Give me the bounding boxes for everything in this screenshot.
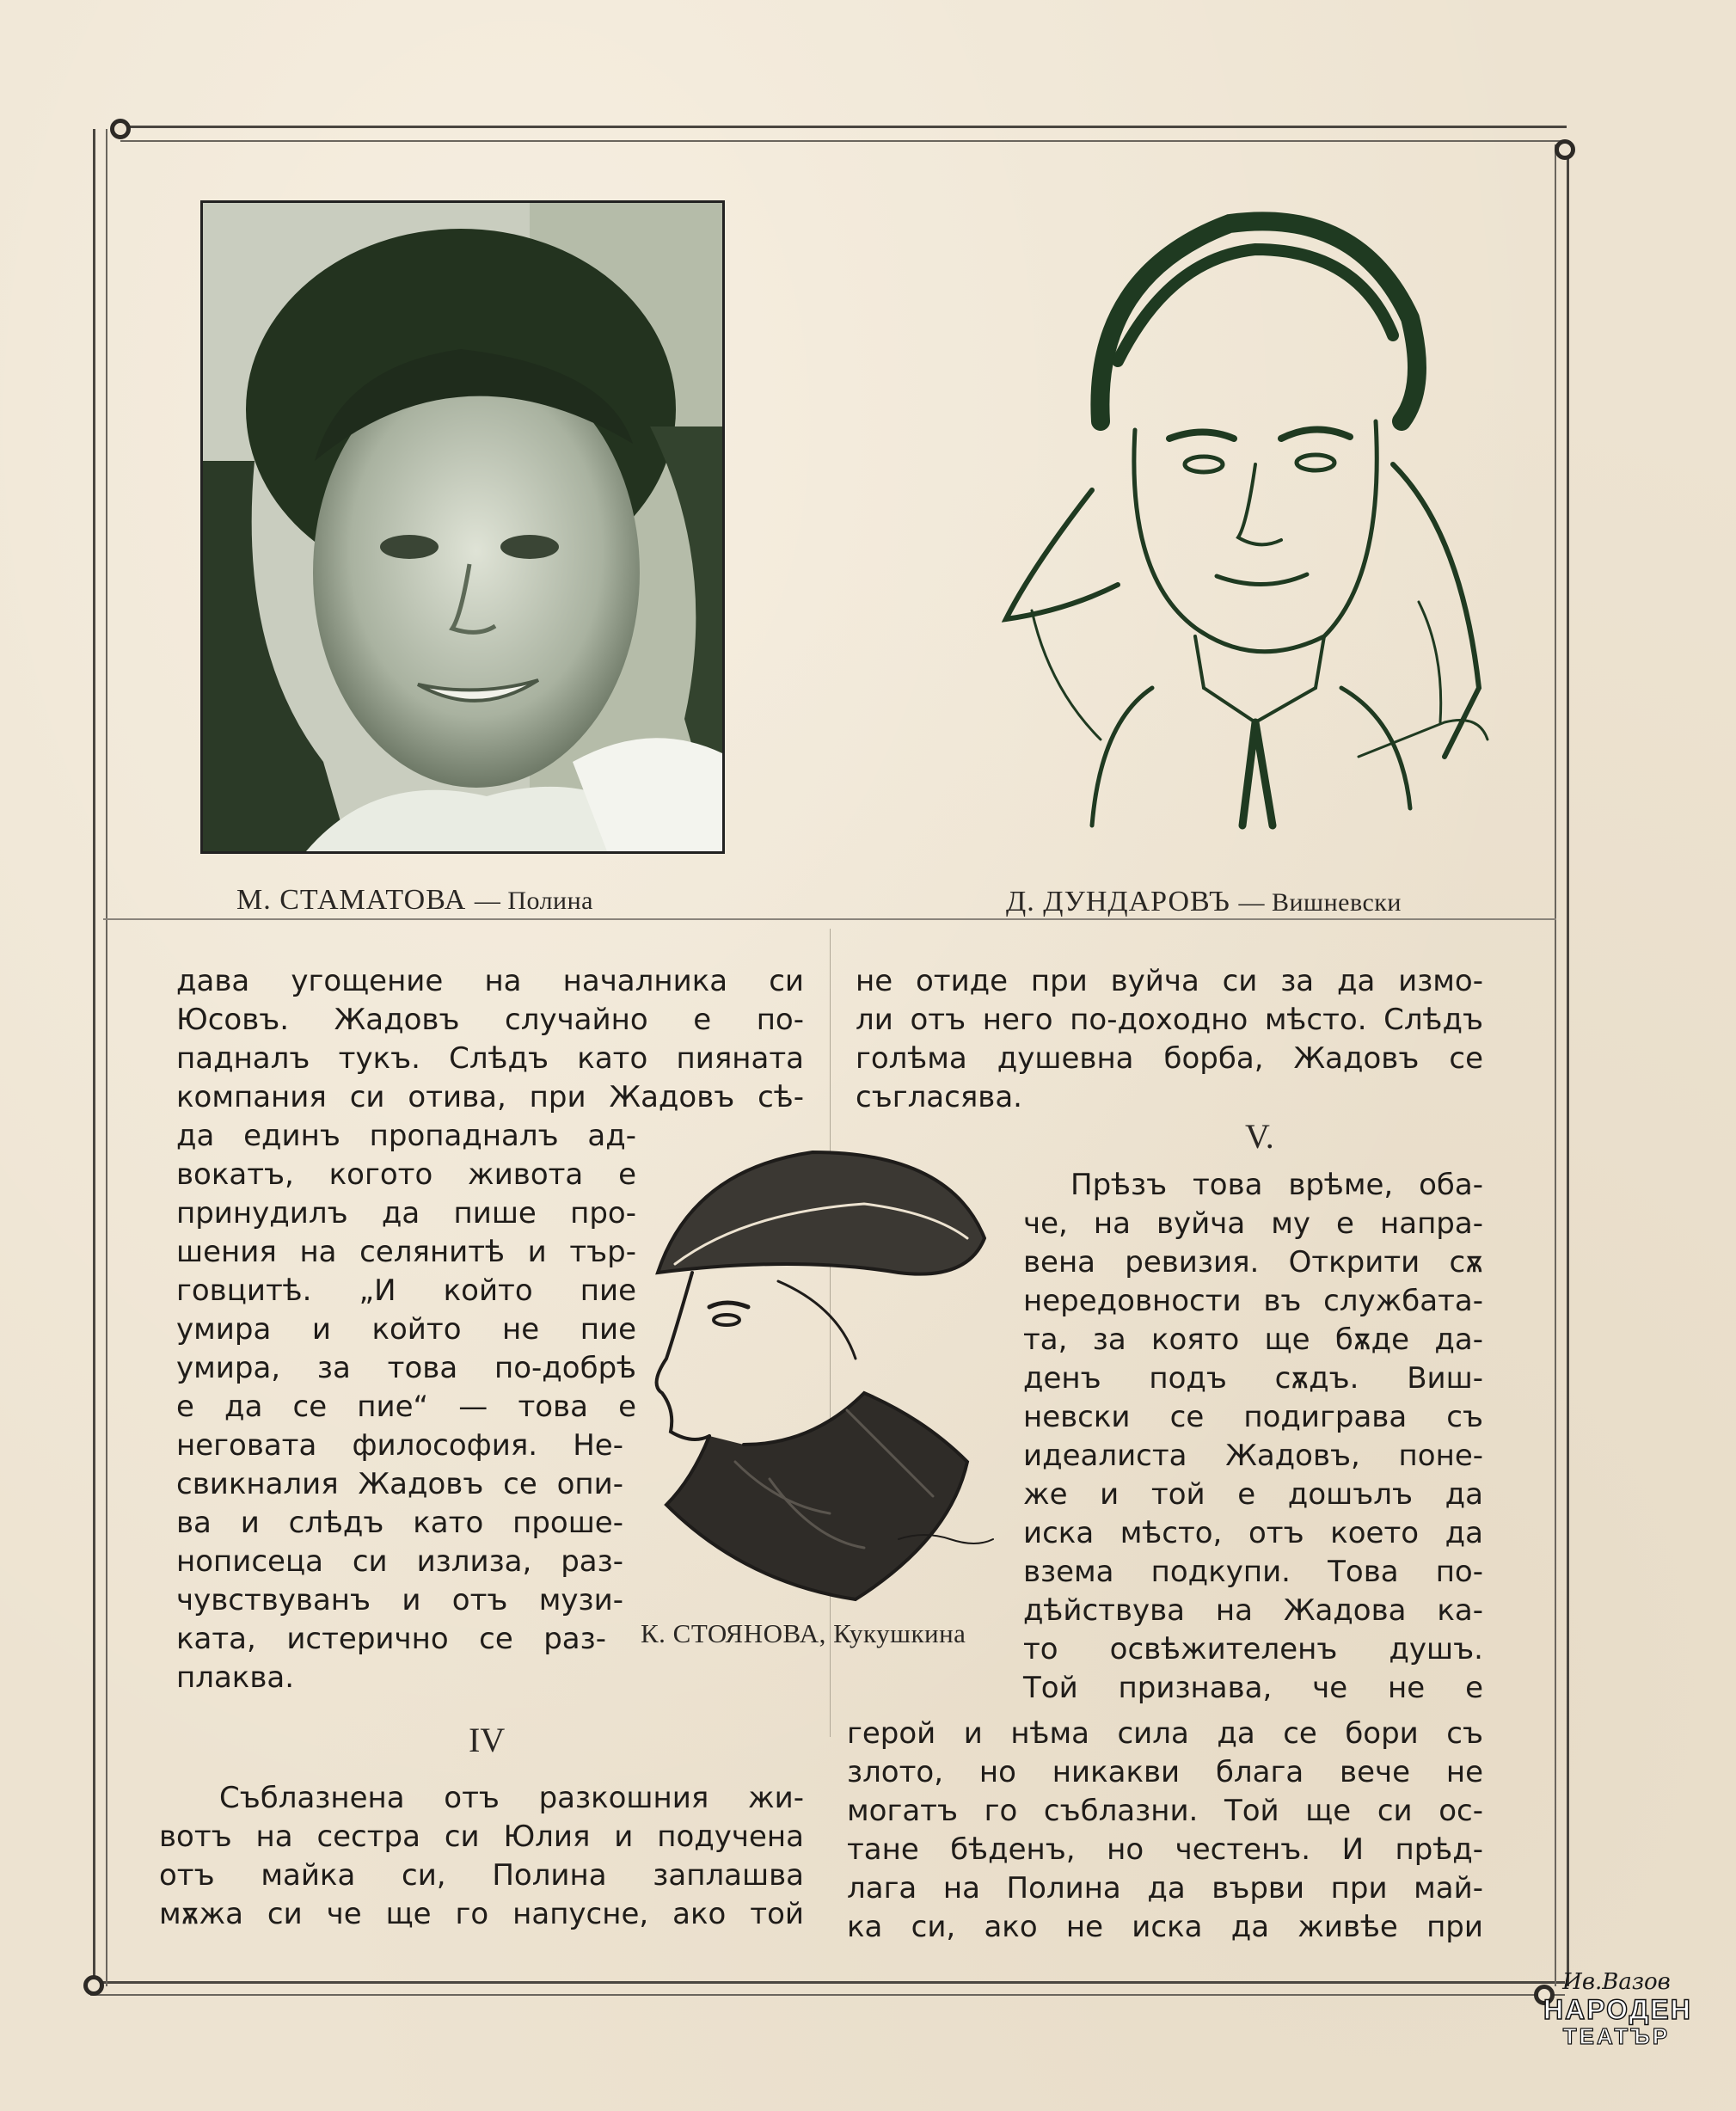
dundarov-sketch [997,206,1496,868]
text-line: чувствуванъ и отъ музи- [176,1583,623,1617]
text-line: лага на Полина да върви при май- [847,1871,1483,1905]
caption-role: — Полина [474,887,593,915]
text-line: ката, истерично се раз- [176,1622,606,1656]
stamatova-caption [236,884,593,917]
stamatova-photo [200,200,725,854]
text-line: умира, за това по-добрѣ [176,1351,636,1385]
text-line: Той признава, че не е [1023,1671,1483,1705]
stoyanova-sketch [641,1135,1019,1617]
stoyanova-caption: К. СТОЯНОВА, Кукушкина [641,1618,966,1648]
text-line: могатъ го съблазни. Той ще си ос- [847,1794,1483,1828]
text-line: идеалиста Жадовъ, поне- [1023,1439,1483,1473]
text-line: че, на вуйча му е напра- [1023,1206,1483,1241]
text-line: голѣма душевна борба, Жадовъ се [856,1041,1483,1076]
text-line: денъ подъ сѫдъ. Виш- [1023,1361,1483,1396]
caption-role: — Вишневски [1238,888,1402,917]
text-line: Съблазнена отъ разкошния жи- [219,1781,804,1815]
text-line: съгласява. [856,1080,1022,1114]
text-line: та, за която ще бѫде да- [1023,1322,1483,1357]
section-heading-v: V. [1245,1117,1274,1156]
text-line: отъ майка си, Полина заплашва [159,1858,804,1893]
text-line: герой и нѣма сила да се бори съ [847,1716,1483,1751]
frame-border-left [93,129,107,1986]
text-line: тане бѣденъ, но честенъ. И прѣд- [847,1832,1483,1867]
text-line: злото, но никакви блага вече не [847,1755,1483,1789]
text-line: да единъ пропадналъ ад- [176,1119,636,1153]
section-heading-iv: IV [469,1721,506,1759]
text-line: то освѣжителенъ душъ. [1023,1632,1483,1666]
text-line: Юсовъ. Жадовъ случайно е по- [176,1003,804,1037]
text-line: плаква. [176,1660,295,1695]
text-line: ва и слѣдъ като проше- [176,1506,623,1540]
logo-line1: НАРОДЕН [1543,1994,1692,2025]
caption-name: М. СТАМАТОВА [236,884,467,916]
logo-signature: Ив.Вазов [1562,1969,1671,1995]
text-line: взема подкупи. Това по- [1023,1555,1483,1589]
frame-border-top [120,126,1567,142]
frame-border-bottom [90,1981,1565,1996]
text-line: вотъ на сестра си Юлия и подучена [159,1820,804,1854]
text-line: дава угощение на началника си [176,964,804,998]
text-line: говцитѣ. „И който пие [176,1273,636,1308]
caption-name: Д. ДУНДАРОВЪ [1006,886,1230,917]
text-line: не отиде при вуйча си за да измо- [856,964,1483,998]
text-line: Прѣзъ това врѣме, оба- [1070,1168,1483,1202]
text-line: ка си, ако не иска да живѣе при [847,1910,1483,1944]
text-line: принудилъ да пише про- [176,1196,636,1230]
text-line: вена ревизия. Открити сѫ [1023,1245,1483,1279]
text-line: е да се пие“ — това е [176,1390,636,1424]
frame-corner-ornament [110,119,131,139]
text-line: иска мѣсто, отъ което да [1023,1516,1483,1550]
section-divider [103,918,1556,920]
text-line: компания си отива, при Жадовъ сѣ- [176,1080,804,1114]
logo-line2: ТЕАТЪР [1562,2023,1671,2049]
text-line: падналъ тукъ. Слѣдъ като пияната [176,1041,804,1076]
text-line: нередовности въ службата- [1023,1284,1483,1318]
dundarov-caption [1006,886,1402,918]
text-line: невски се подиграва съ [1023,1400,1483,1434]
text-line: же и той е дошълъ да [1023,1477,1483,1512]
text-line: ли отъ него по-доходно мѣсто. Слѣдъ [856,1003,1483,1037]
text-line: свикналия Жадовъ се опи- [176,1467,623,1501]
frame-corner-ornament [83,1975,104,1996]
text-line: шения на селянитѣ и тър- [176,1235,636,1269]
text-line: мѫжа си че ще го напусне, ако той [159,1897,804,1931]
national-theatre-logo [1543,1969,1690,2064]
text-line: неговата философия. Не- [176,1428,623,1463]
text-line: вокатъ, когото живота е [176,1157,636,1192]
text-line: дѣйствува на Жадова ка- [1023,1593,1483,1628]
frame-corner-ornament [1555,139,1575,160]
text-line: нописеца си излиза, раз- [176,1544,623,1579]
text-line: умира и който не пие [176,1312,636,1347]
frame-border-right [1555,144,1569,1986]
